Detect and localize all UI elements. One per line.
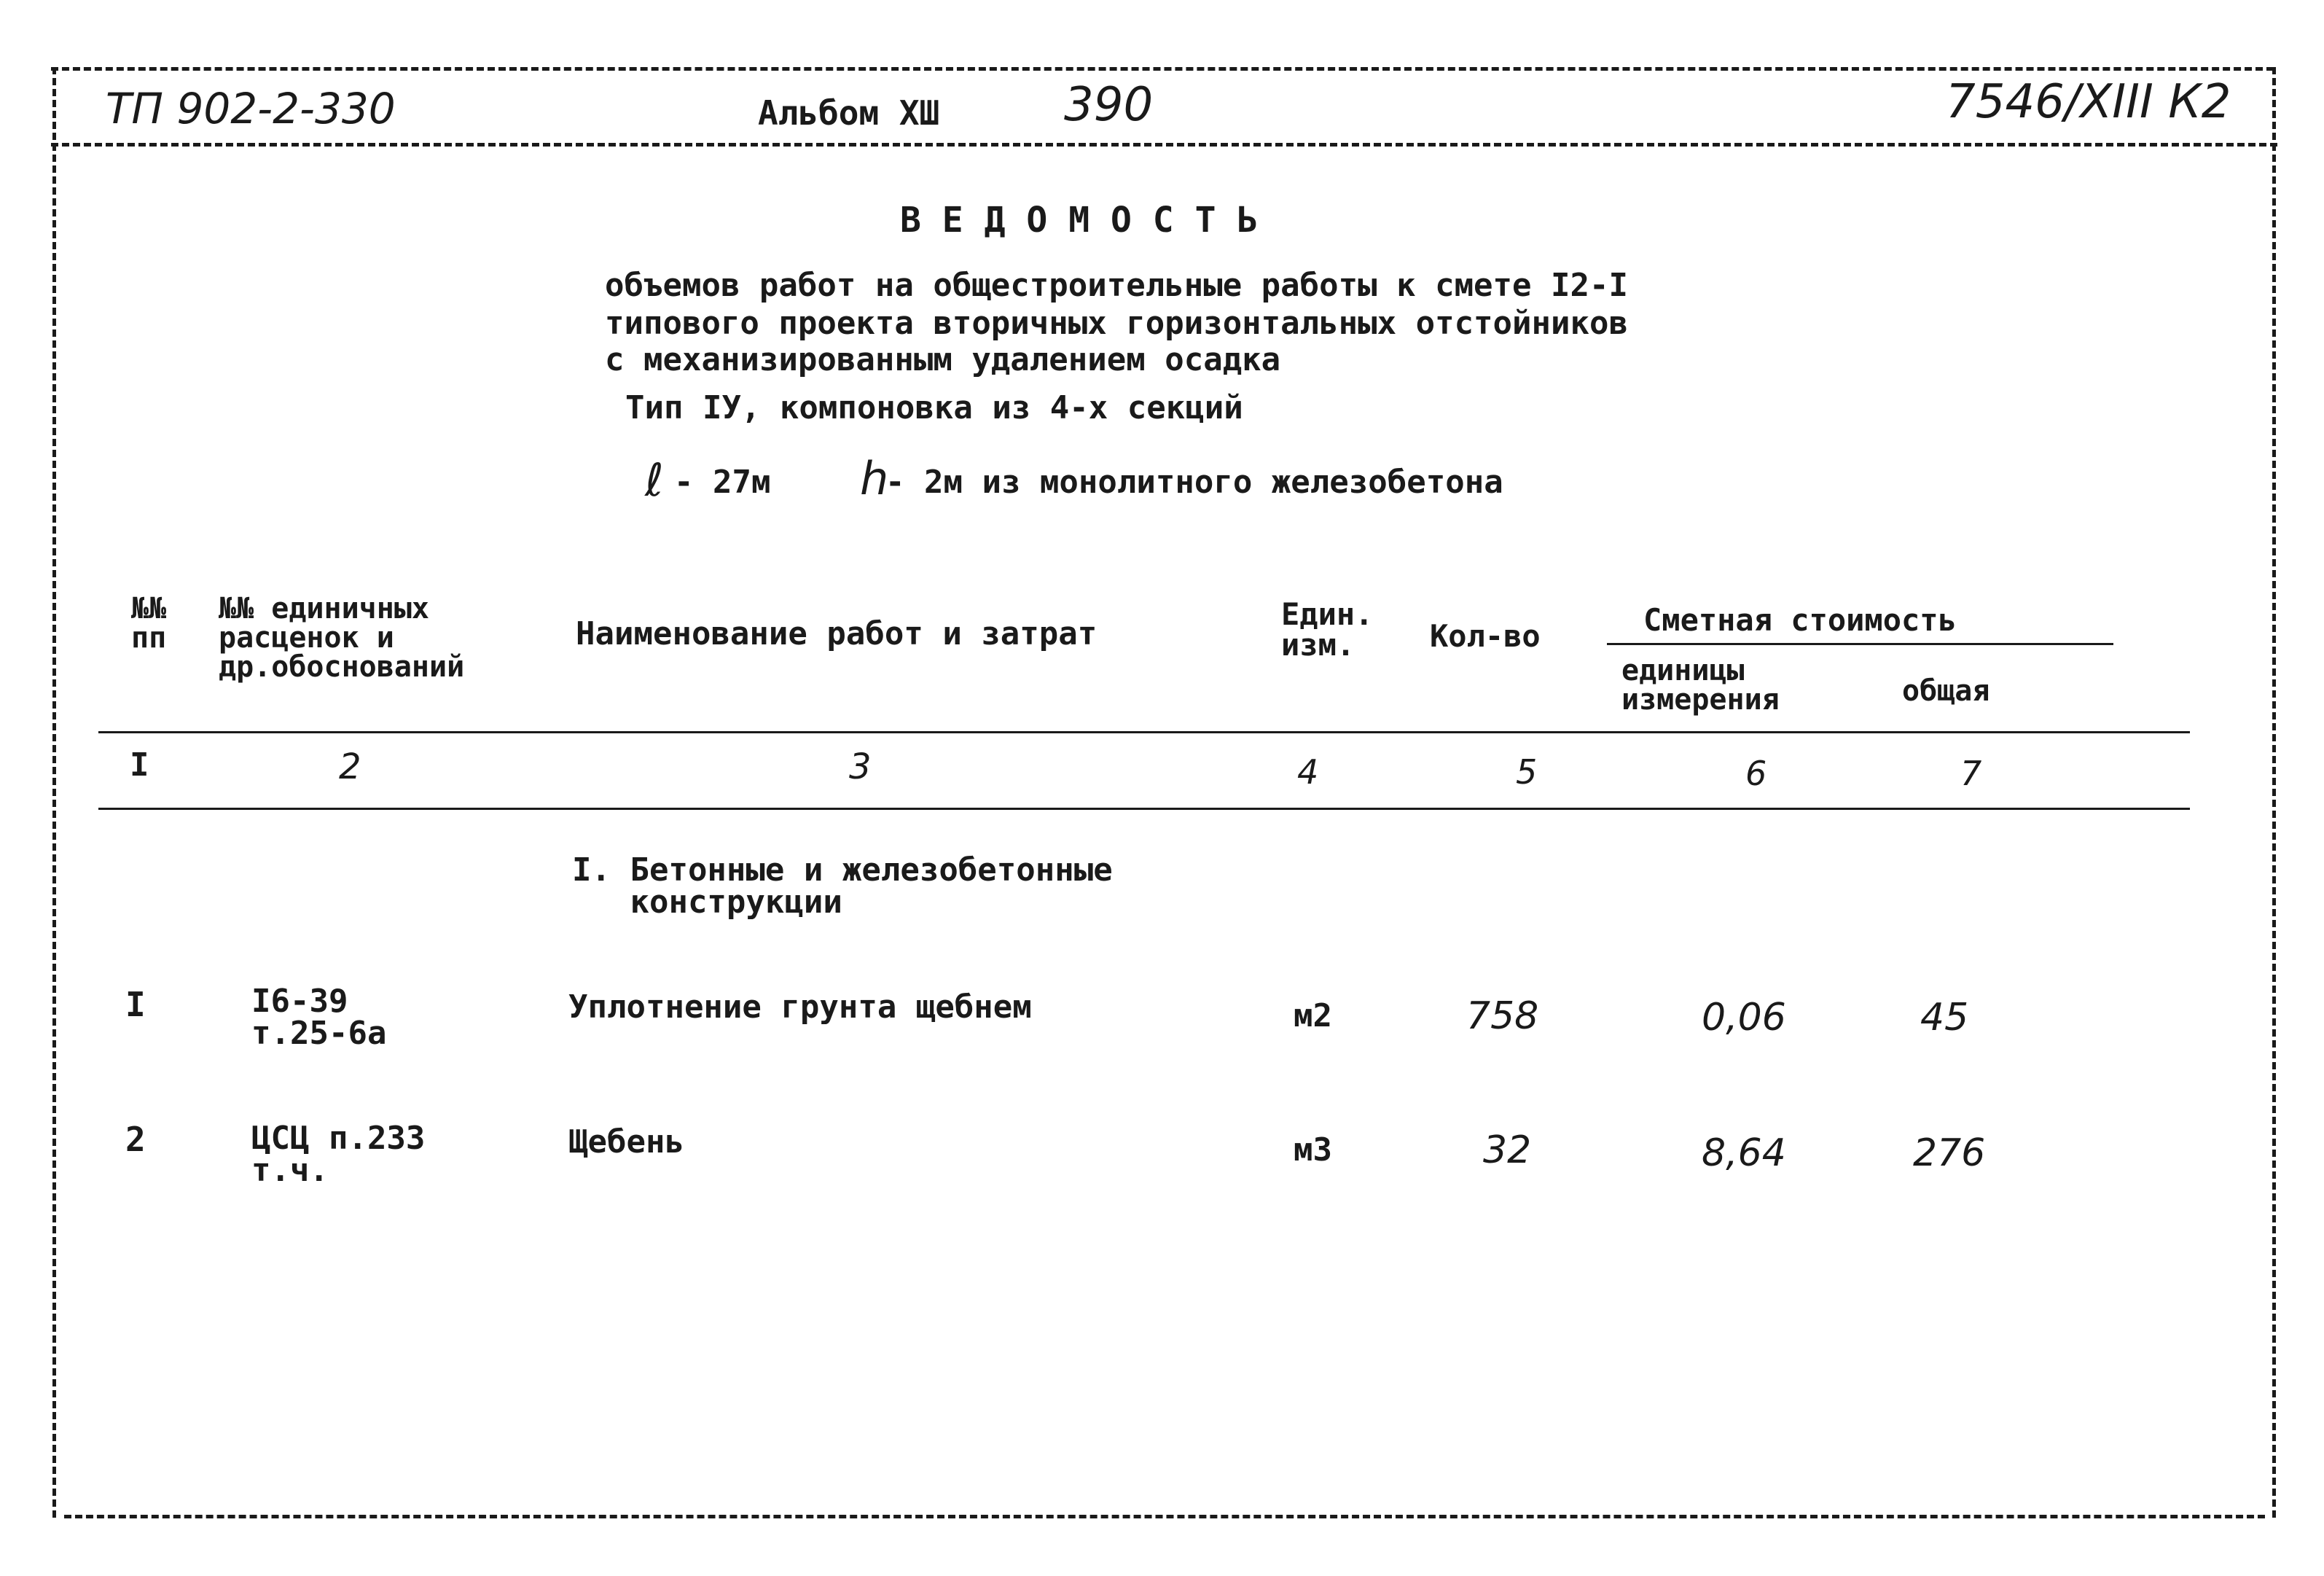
column-number-1: I [130, 746, 149, 784]
header-col-unit-cost: единицы измерения [1621, 654, 1780, 717]
row-1-number: I [125, 985, 146, 1024]
row-1-code: I6-39 т.25-6а [251, 983, 387, 1052]
row-1-total: 45 [1920, 996, 1969, 1039]
length-symbol: ℓ [645, 453, 664, 507]
header-col-number: №№ пп [131, 592, 167, 655]
column-number-7: 7 [1960, 754, 1982, 793]
page-number: 390 [1064, 78, 1154, 132]
column-number-4: 4 [1297, 752, 1319, 792]
row-2-total: 276 [1913, 1131, 1986, 1175]
section-title: I. Бетонные и железобетонные конструкции [572, 851, 1113, 921]
row-1-unit: м2 [1294, 997, 1332, 1034]
header-col-name: Наименование работ и затрат [576, 615, 1098, 652]
header-group-cost: Сметная стоимость [1643, 602, 1957, 638]
header-rule-top [98, 731, 2190, 733]
row-2-qty: 32 [1483, 1128, 1532, 1172]
column-number-6: 6 [1745, 754, 1767, 793]
row-1-name: Уплотнение грунта щебнем [568, 988, 1032, 1026]
document-code: ТП 902-2-330 [106, 84, 396, 133]
header-col-total: общая [1902, 674, 1990, 708]
row-2-unit: м3 [1294, 1131, 1332, 1169]
height-symbol: h [860, 452, 889, 505]
frame-right [2272, 67, 2276, 1518]
row-2-number: 2 [125, 1120, 146, 1159]
column-number-5: 5 [1516, 752, 1538, 792]
subtitle-line-3: с механизированным удалением осадка [605, 341, 1281, 378]
row-2-name: Щебень [568, 1123, 684, 1160]
album-label: Альбом XШ [758, 93, 940, 133]
type-line: Тип IУ, компоновка из 4-х секций [625, 389, 1243, 426]
header-col-unit: Един. изм. [1281, 596, 1374, 663]
frame-left [52, 67, 56, 1518]
column-number-3: 3 [849, 746, 872, 787]
header-col-code: №№ единичных расценок и др.обоснований [219, 592, 465, 684]
subtitle-line-1: объемов работ на общестроительные работы к смете I2-I [605, 267, 1628, 304]
header-col-qty: Кол-во [1430, 618, 1541, 654]
subtitle-line-2: типового проекта вторичных горизонтальных отстойников [605, 305, 1628, 342]
row-1-qty: 758 [1466, 994, 1539, 1038]
header-rule-bottom [98, 808, 2190, 810]
height-value: - 2м из монолитного железобетона [885, 464, 1503, 501]
row-2-unit-cost: 8,64 [1702, 1131, 1786, 1175]
row-2-code: ЦСЦ п.233 т.ч. [251, 1120, 426, 1189]
length-value: - 27м [674, 464, 771, 501]
frame-bottom [64, 1515, 2265, 1518]
page-title: В Е Д О М О С Т Ь [900, 200, 1259, 241]
frame-header-separator [51, 143, 2277, 147]
header-group-underline [1607, 643, 2113, 645]
frame-top [51, 67, 2274, 71]
row-1-unit-cost: 0,06 [1702, 996, 1786, 1039]
archive-number: 7546/XIII К2 [1946, 75, 2231, 129]
column-number-2: 2 [339, 746, 361, 787]
